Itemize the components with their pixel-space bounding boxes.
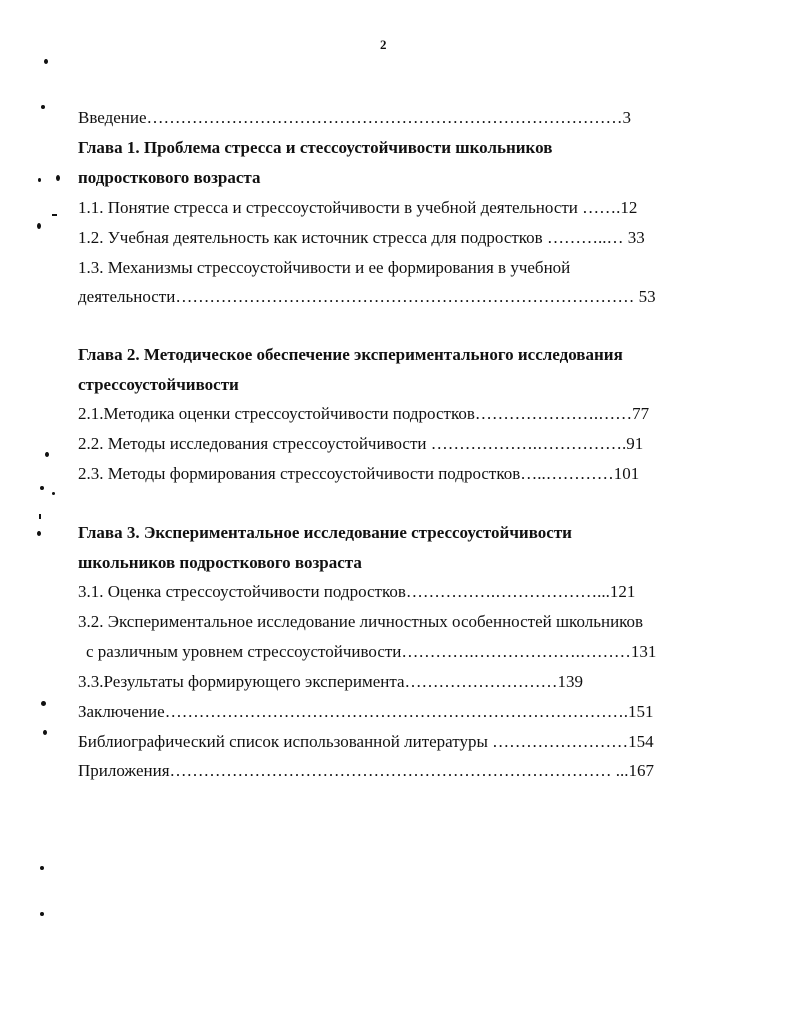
toc-section-2-2: 2.2. Методы исследования стрессоустойчивости ……………….…………….91 [78, 434, 644, 453]
scan-speck [39, 514, 41, 519]
scan-speck [45, 452, 49, 457]
toc-section-1-3-line1: 1.3. Механизмы стрессоустойчивости и ее формирования в учебной [78, 258, 571, 277]
toc-section-1-2: 1.2. Учебная деятельность как источник стресса для подростков ………..… 33 [78, 228, 645, 247]
toc-section-3-3: 3.3.Результаты формирующего эксперимента………………………139 [78, 672, 584, 691]
scan-speck [40, 912, 44, 916]
scan-speck [41, 701, 46, 706]
toc-chapter3-title-line1: Глава 3. Экспериментальное исследование стрессоустойчивости [78, 523, 572, 542]
toc-chapter2-title-line1: Глава 2. Методическое обеспечение экспериментального исследования [78, 345, 623, 364]
scan-speck [52, 492, 55, 495]
toc-chapter3-title-line2: школьников подросткового возраста [78, 553, 362, 572]
toc-section-2-1: 2.1.Методика оценки стрессоустойчивости подростков………………….……77 [78, 404, 650, 423]
toc-section-3-1: 3.1. Оценка стрессоустойчивости подростков…………….………………...121 [78, 582, 636, 601]
scan-speck [43, 730, 47, 735]
scan-speck [40, 866, 44, 870]
toc-bibliography: Библиографический список использованной литературы ……………………154 [78, 732, 654, 751]
toc-chapter2-title-line2: стрессоустойчивости [78, 375, 239, 394]
toc-section-1-1: 1.1. Понятие стресса и стрессоустойчивости в учебной деятельности …….12 [78, 198, 638, 217]
scan-speck [52, 214, 57, 216]
toc-intro: Введение…………………………………………………………………………3 [78, 108, 632, 127]
toc-section-1-3-line2: деятельности……………………………………………………………………… 53 [78, 287, 656, 306]
toc-section-3-2-line2: с различным уровнем стрессоустойчивости………….……………….………131 [86, 642, 657, 661]
scan-speck [37, 531, 41, 536]
toc-chapter1-title-line2: подросткового возраста [78, 168, 261, 187]
scan-speck [40, 486, 44, 490]
toc-section-2-3: 2.3. Методы формирования стрессоустойчивости подростков…..…………101 [78, 464, 640, 483]
toc-section-3-2-line1: 3.2. Экспериментальное исследование личностных особенностей школьников [78, 612, 644, 631]
scan-speck [37, 223, 41, 229]
scan-speck [56, 175, 60, 181]
scan-speck [44, 59, 48, 64]
scan-speck [38, 178, 41, 182]
page-number: 2 [380, 37, 387, 52]
toc-chapter1-title-line1: Глава 1. Проблема стресса и стессоустойчивости школьников [78, 138, 553, 157]
scan-speck [41, 105, 45, 109]
toc-appendices: Приложения…………………………………………………………………… ...167 [78, 761, 655, 780]
toc-conclusion: Заключение……………………………………………………………………….151 [78, 702, 654, 721]
